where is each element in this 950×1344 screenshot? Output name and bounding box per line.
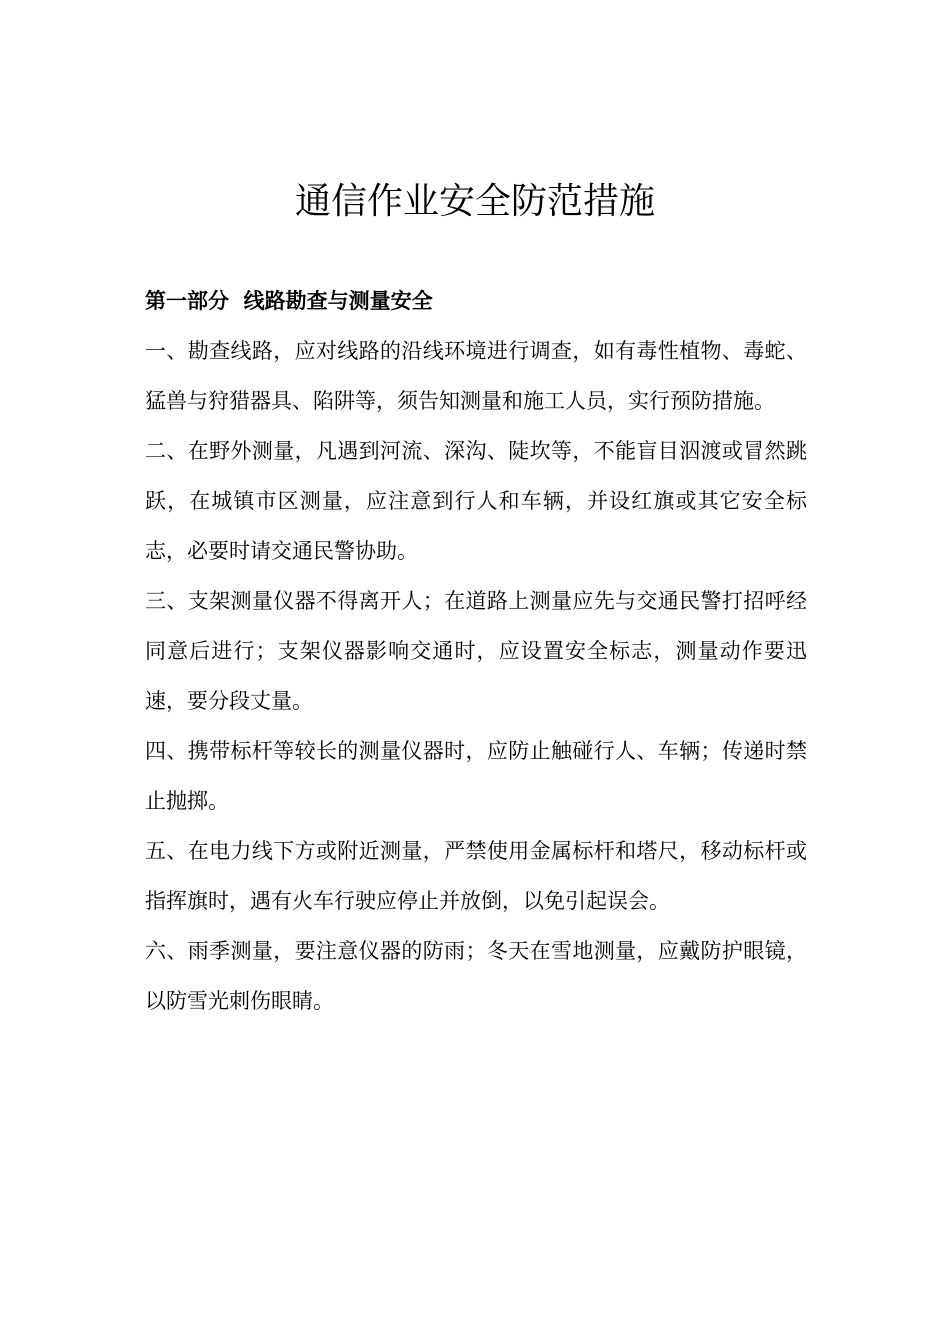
document-body	[145, 276, 807, 1026]
section-heading: 第一部分 线路勘查与测量安全	[145, 288, 433, 313]
paragraph-1: 一、勘查线路，应对线路的沿线环境进行调查，如有毒性植物、毒蛇、猛兽与狩猎器具、陷阱等，须告知测量和施工人员，实行预防措施。	[145, 339, 807, 413]
paragraph-6: 六、雨季测量，要注意仪器的防雨；冬天在雪地测量，应戴防护眼镜，以防雪光刺伤眼睛。	[145, 939, 807, 1013]
paragraph-3: 三、支架测量仪器不得离开人；在道路上测量应先与交通民警打招呼经同意后进行；支架仪器影响交通时，应设置安全标志，测量动作要迅速，要分段丈量。	[145, 589, 807, 713]
document-title: 通信作业安全防范措施	[294, 181, 655, 222]
paragraph-4: 四、携带标杆等较长的测量仪器时，应防止触碰行人、车辆；传递时禁止抛掷。	[145, 739, 807, 813]
paragraph-5: 五、在电力线下方或附近测量，严禁使用金属标杆和塔尺，移动标杆或指挥旗时，遇有火车行驶应停止并放倒，以免引起误会。	[145, 839, 807, 913]
paragraph-2: 二、在野外测量，凡遇到河流、深沟、陡坎等，不能盲目泅渡或冒然跳跃，在城镇市区测量，应注意到行人和车辆，并设红旗或其它安全标志，必要时请交通民警协助。	[145, 439, 807, 563]
